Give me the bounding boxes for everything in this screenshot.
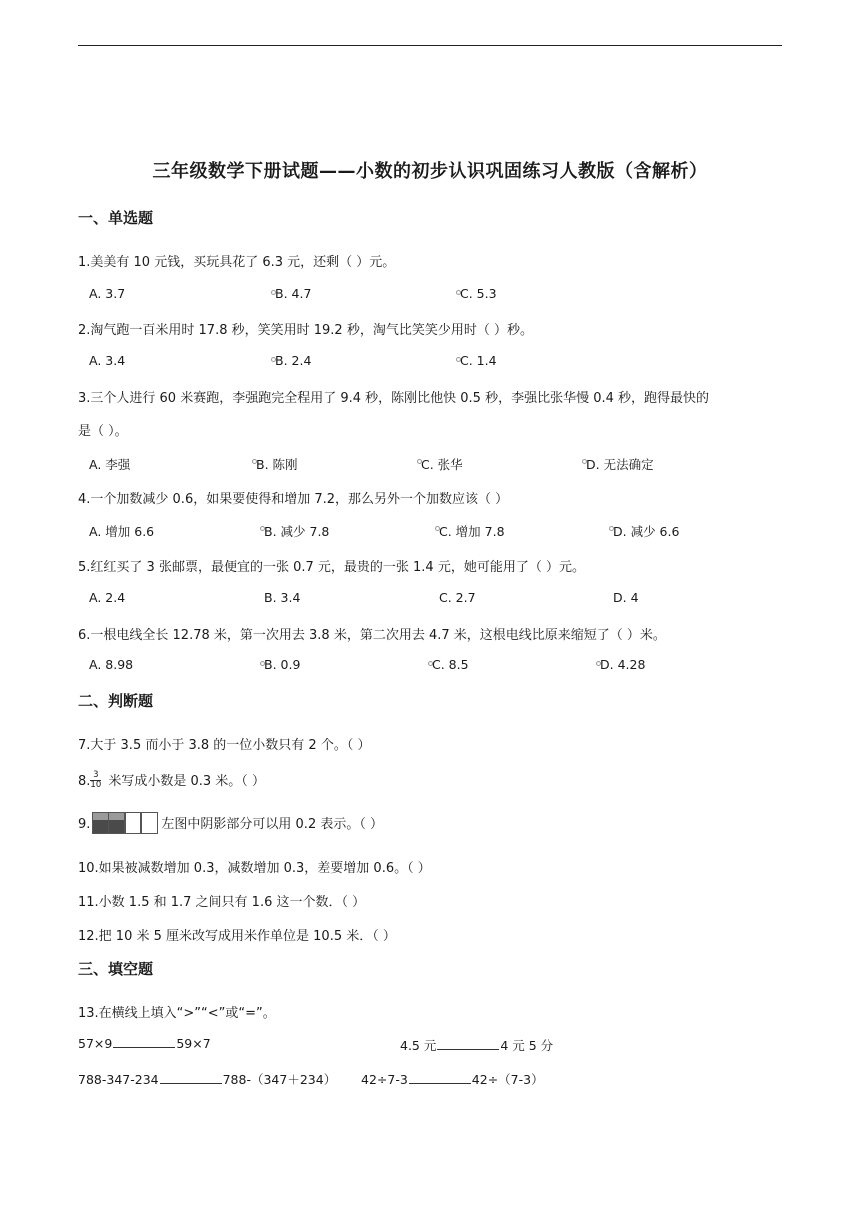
comparison-left: 788-347-234 [78, 1072, 159, 1087]
answer-blank[interactable] [437, 1039, 499, 1050]
question-8-number: 8. [78, 774, 91, 789]
option-a[interactable]: A. 3.4 [89, 353, 126, 368]
fraction-numerator: 3 [90, 771, 101, 781]
question-4: 4.一个加数减少 0.6，如果要使得和增加 7.2，那么另外一个加数应该（ ） [78, 492, 509, 507]
option-b[interactable]: B. 陈刚 [256, 457, 298, 472]
question-12: 12.把 10 米 5 厘米改写成用米作单位是 10.5 米．（ ） [78, 929, 396, 944]
question-7: 7.大于 3.5 而小于 3.8 的一位小数只有 2 个。（ ） [78, 738, 371, 753]
comparison-4 [361, 1070, 544, 1088]
question-1: 1.美美有 10 元钱，买玩具花了 6.3 元，还剩（ ）元。 [78, 255, 396, 270]
answer-blank[interactable] [409, 1073, 471, 1084]
question-6: 6.一根电线全长 12.78 米，第一次用去 3.8 米，第二次用去 4.7 米，这根电线比原来缩短了（ ）米。 [78, 628, 666, 643]
page-title: 三年级数学下册试题——小数的初步认识巩固练习人教版（含解析） [152, 161, 708, 182]
option-c[interactable]: C. 1.4 [460, 353, 497, 368]
question-10: 10.如果被减数增加 0.3，减数增加 0.3，差要增加 0.6。（ ） [78, 861, 431, 876]
comparison-left: 57×9 [78, 1036, 113, 1051]
comparison-left: 4.5 元 [400, 1038, 437, 1053]
option-d[interactable]: D. 无法确定 [586, 457, 654, 472]
option-b[interactable]: B. 0.9 [264, 657, 301, 672]
grid-cell [140, 812, 158, 834]
option-d[interactable]: D. 4 [613, 590, 639, 605]
option-c[interactable]: C. 增加 7.8 [439, 524, 505, 539]
option-c[interactable]: C. 5.3 [460, 286, 497, 301]
fraction-denominator: 10 [90, 780, 102, 790]
option-a[interactable]: A. 李强 [89, 457, 131, 472]
comparison-right: 42÷（7-3） [471, 1072, 544, 1087]
question-8 [78, 770, 265, 791]
option-b[interactable]: B. 2.4 [275, 353, 312, 368]
option-b[interactable]: B. 减少 7.8 [264, 524, 330, 539]
comparison-2 [400, 1036, 553, 1054]
question-13: 13.在横线上填入“>”“<”或“=”。 [78, 1006, 276, 1021]
fraction [90, 771, 101, 790]
question-9-number: 9. [78, 817, 91, 832]
comparison-3 [78, 1070, 336, 1088]
comparison-right: 4 元 5 分 [500, 1038, 554, 1053]
question-2: 2.淘气跑一百米用时 17.8 秒，笑笑用时 19.2 秒，淘气比笑笑少用时（ ）秒。 [78, 323, 533, 338]
option-b[interactable]: B. 4.7 [275, 286, 312, 301]
section-heading-true-false: 二、判断题 [78, 692, 154, 710]
answer-blank[interactable] [113, 1037, 175, 1048]
header-rule [78, 45, 782, 46]
question-5: 5.红红买了 3 张邮票，最便宜的一张 0.7 元，最贵的一张 1.4 元，她可能用了（ ）元。 [78, 560, 585, 575]
option-c[interactable]: C. 8.5 [432, 657, 469, 672]
option-a[interactable]: A. 2.4 [89, 590, 126, 605]
shaded-grid-figure [92, 812, 158, 834]
option-b[interactable]: B. 3.4 [264, 590, 301, 605]
question-9-text: 左图中阴影部分可以用 0.2 表示。（ ） [161, 817, 383, 832]
question-3-line-2: 是（ ）。 [78, 424, 128, 439]
option-d[interactable]: D. 减少 6.6 [613, 524, 680, 539]
comparison-right: 788-（347＋234） [222, 1072, 337, 1087]
comparison-right: 59×7 [176, 1036, 211, 1051]
option-a[interactable]: A. 3.7 [89, 286, 126, 301]
question-3-line-1: 3.三个人进行 60 米赛跑，李强跑完全程用了 9.4 秒，陈刚比他快 0.5 秒，李强比张华慢 0.4 秒，跑得最快的 [78, 391, 710, 406]
section-heading-fill-in: 三、填空题 [78, 960, 154, 978]
option-c[interactable]: C. 2.7 [439, 590, 476, 605]
option-c[interactable]: C. 张华 [421, 457, 463, 472]
comparison-left: 42÷7-3 [361, 1072, 408, 1087]
option-d[interactable]: D. 4.28 [600, 657, 646, 672]
question-9 [78, 813, 383, 836]
section-heading-single-choice: 一、单选题 [78, 209, 154, 227]
question-11: 11.小数 1.5 和 1.7 之间只有 1.6 这一个数．（ ） [78, 895, 366, 910]
answer-blank[interactable] [160, 1073, 222, 1084]
option-a[interactable]: A. 8.98 [89, 657, 134, 672]
question-8-text: 米写成小数是 0.3 米。（ ） [104, 774, 265, 789]
comparison-1 [78, 1036, 211, 1051]
option-a[interactable]: A. 增加 6.6 [89, 524, 155, 539]
